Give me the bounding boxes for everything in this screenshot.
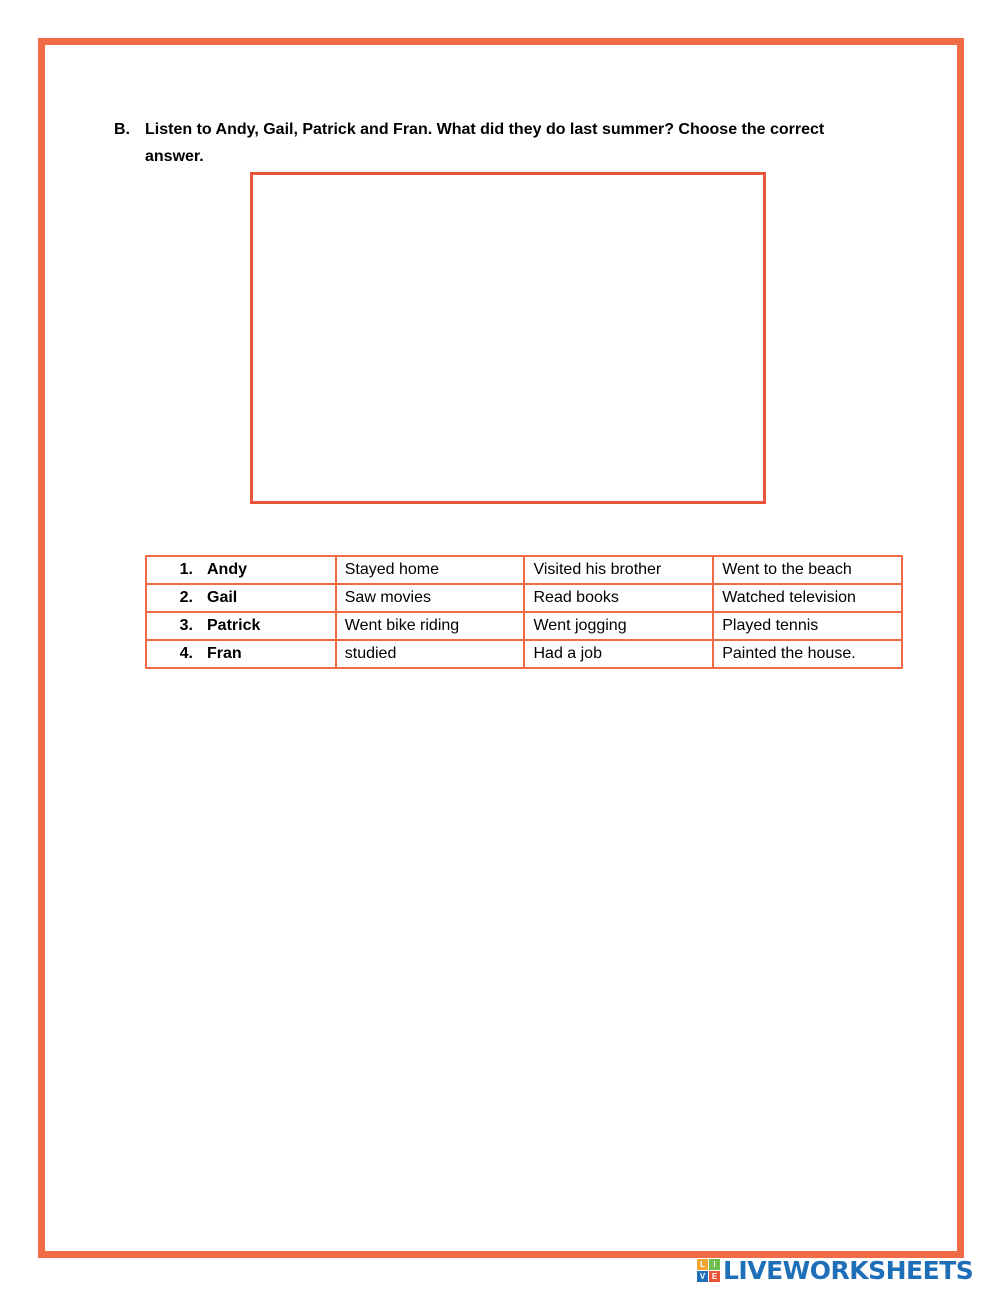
person-name: Patrick xyxy=(207,617,261,634)
table-row xyxy=(146,640,902,668)
question-label: B. xyxy=(114,121,130,138)
question-text: Listen to Andy, Gail, Patrick and Fran. What did they do last summer? Choose the correct answer. xyxy=(145,121,825,165)
answer-option[interactable]: Went bike riding xyxy=(336,612,525,640)
row-number: 4. xyxy=(179,645,193,662)
answer-option[interactable]: Painted the house. xyxy=(713,640,902,668)
logo-letter: I xyxy=(709,1259,720,1270)
answer-option[interactable]: Went to the beach xyxy=(713,556,902,584)
person-name: Andy xyxy=(207,561,247,578)
row-number: 1. xyxy=(179,561,193,578)
answer-option[interactable]: Read books xyxy=(524,584,713,612)
answer-option[interactable]: Stayed home xyxy=(336,556,525,584)
person-cell xyxy=(146,640,336,668)
answer-table xyxy=(145,555,903,669)
person-name: Gail xyxy=(207,589,238,606)
liveworksheets-logo xyxy=(697,1255,973,1285)
answer-option[interactable]: studied xyxy=(336,640,525,668)
row-number: 3. xyxy=(179,617,193,634)
answer-option[interactable]: Visited his brother xyxy=(524,556,713,584)
answer-option[interactable]: Went jogging xyxy=(524,612,713,640)
brand-wordmark: LIVEWORKSHEETS xyxy=(723,1255,974,1285)
person-cell xyxy=(146,612,336,640)
row-number: 2. xyxy=(179,589,193,606)
audio-player-placeholder[interactable] xyxy=(250,172,766,504)
table-row xyxy=(146,612,902,640)
answer-option[interactable]: Saw movies xyxy=(336,584,525,612)
table-row xyxy=(146,556,902,584)
answer-option[interactable]: Watched television xyxy=(713,584,902,612)
answer-option[interactable]: Had a job xyxy=(524,640,713,668)
logo-letter: E xyxy=(709,1271,720,1282)
answer-option[interactable]: Played tennis xyxy=(713,612,902,640)
logo-letter: V xyxy=(697,1271,708,1282)
logo-icon xyxy=(697,1259,720,1282)
logo-letter: L xyxy=(697,1259,708,1270)
person-cell xyxy=(146,584,336,612)
person-cell xyxy=(146,556,336,584)
person-name: Fran xyxy=(207,645,242,662)
question-prompt xyxy=(114,116,884,170)
table-row xyxy=(146,584,902,612)
